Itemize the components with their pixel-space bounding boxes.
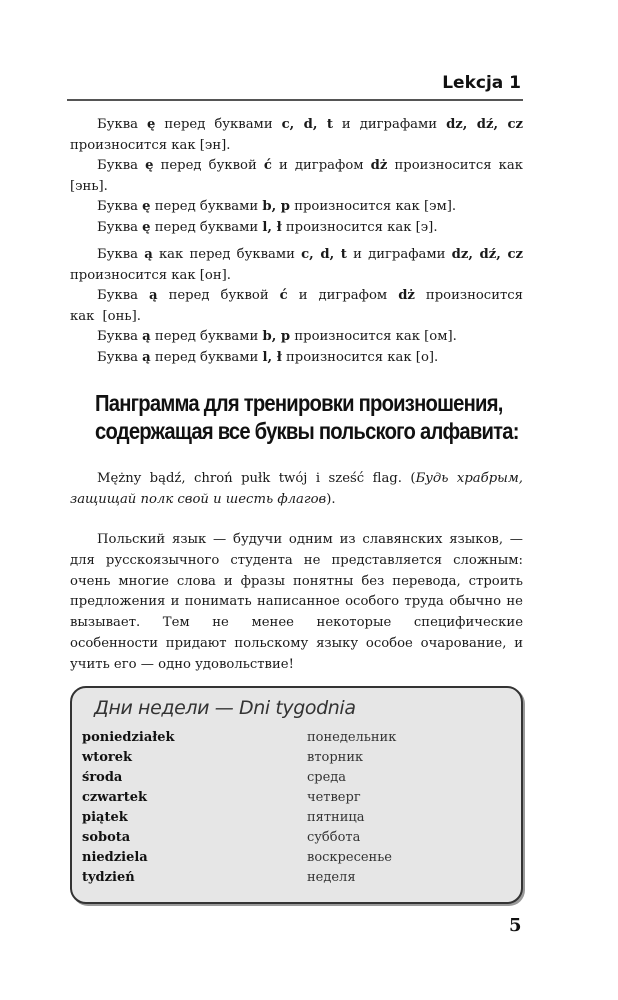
vocab-box — [70, 686, 523, 904]
running-head — [67, 72, 523, 101]
text-fragment: Буква — [97, 288, 149, 304]
rule-line — [70, 286, 523, 327]
vocab-row — [82, 730, 512, 750]
text-fragment: перед буквами — [150, 199, 263, 215]
rule-line — [70, 115, 523, 156]
russian-word: среда — [307, 770, 347, 785]
text-fragment: произносится как [эн]. — [70, 137, 231, 153]
text-fragment: произносится как [эм]. — [290, 199, 457, 215]
text-fragment: и диграфом — [287, 288, 399, 304]
vocab-row — [82, 790, 512, 810]
vocab-row — [82, 870, 512, 890]
section-heading: Панграмма для тренировки произношения, содержащая все буквы польского алфавита: — [95, 390, 519, 444]
text-fragment: произносится как [о]. — [281, 349, 439, 365]
russian-word: воскресенье — [307, 850, 392, 865]
text-fragment: произносится как [э]. — [281, 219, 438, 235]
vocab-row — [82, 750, 512, 770]
bold-letters: c, d, t — [281, 117, 333, 132]
vocab-row — [82, 810, 512, 830]
bold-letters: ą — [142, 349, 151, 365]
bold-letters: ć — [263, 158, 272, 174]
text-fragment: ( — [401, 471, 416, 486]
bold-letters: c, d, t — [301, 247, 347, 262]
bold-letters: ę — [145, 158, 154, 174]
rule-line — [70, 156, 523, 197]
page-number: 5 — [509, 915, 522, 936]
bold-letters: ą — [149, 288, 158, 304]
bold-letters: ą — [142, 329, 151, 345]
text-fragment: перед буквами — [150, 349, 263, 365]
text-fragment: произносится как [он]. — [70, 267, 231, 283]
vocab-row — [82, 770, 512, 790]
text-fragment: перед буквой — [153, 158, 264, 174]
vocab-row — [82, 830, 512, 850]
rule-line — [70, 327, 523, 348]
intro-paragraph — [70, 530, 523, 676]
polish-word: wtorek — [82, 750, 132, 765]
text-fragment: и диграфами — [346, 247, 452, 262]
text-fragment: Буква — [97, 247, 145, 262]
section-a-rules — [70, 245, 523, 369]
text-fragment: Буква — [97, 329, 143, 345]
russian-word: неделя — [307, 870, 356, 885]
rule-line — [70, 197, 523, 218]
bold-letters: ą — [144, 247, 153, 262]
text-fragment: произносится как [ом]. — [290, 329, 457, 345]
pangram-polish: Mężny bądź, chroń pułk twój i sześć flag. — [97, 471, 402, 486]
bold-letters: dż — [398, 288, 415, 304]
pangram-line — [70, 469, 523, 510]
polish-word: środa — [82, 770, 123, 785]
russian-word: суббота — [307, 830, 361, 845]
bold-letters: dz, dź, cz — [446, 117, 523, 132]
lesson-label: Lekcja 1 — [442, 73, 521, 93]
text-fragment: ). — [326, 491, 336, 507]
text-fragment: Буква — [97, 158, 146, 174]
text-fragment: перед буквами — [150, 329, 263, 345]
text-fragment: и диграфами — [332, 117, 447, 132]
text-fragment: перед буквами — [155, 117, 282, 132]
text-fragment: перед буквами — [150, 219, 263, 235]
text-fragment: Буква — [97, 349, 143, 365]
russian-word: понедельник — [307, 730, 397, 745]
vocab-box-title: Дни недели — Dni tygodnia — [94, 697, 356, 719]
text-fragment: Буква — [97, 219, 143, 235]
text-fragment: произносится как [энь]. — [70, 158, 523, 194]
text-fragment: Буква — [97, 117, 147, 132]
paragraph-text: Польский язык — будучи одним из славянских языков, — для русскоязычного студента не представляется сложным: очень многие слова и фразы понятны без перевода, строить предложения и понимать написанное особого труда обычно не вызывает. Тем не менее некоторые специфические особенности придают польскому языку особое очарование, и учить его — одно удовольствие! — [70, 532, 523, 672]
rule-line — [70, 218, 523, 239]
bold-letters: ę — [142, 219, 151, 235]
pangram — [70, 469, 523, 510]
rule-line — [70, 348, 523, 369]
bold-letters: l, ł — [262, 219, 282, 235]
bold-letters: b, p — [262, 329, 291, 345]
text-fragment: как перед буквами — [152, 247, 302, 262]
bold-letters: dz, dź, cz — [451, 247, 523, 262]
bold-letters: dż — [370, 158, 388, 174]
russian-word: пятница — [307, 810, 365, 825]
text-fragment: произносится как [онь]. — [70, 288, 523, 324]
bold-letters: ć — [279, 288, 288, 304]
polish-word: czwartek — [82, 790, 148, 805]
text-fragment: Буква — [97, 199, 143, 215]
bold-letters: b, p — [262, 199, 290, 215]
section-e-rules — [70, 115, 523, 239]
pangram-translation: Будь храбрым, защищай полк свой и шесть флагов — [70, 471, 524, 507]
polish-word: niedziela — [82, 850, 148, 865]
russian-word: вторник — [307, 750, 364, 765]
polish-word: piątek — [82, 810, 128, 825]
polish-word: poniedziałek — [82, 730, 175, 745]
vocab-row — [82, 850, 512, 870]
polish-word: tydzień — [82, 870, 135, 885]
bold-letters: ę — [146, 117, 156, 132]
bold-letters: ę — [142, 199, 151, 215]
text-fragment: перед буквой — [157, 288, 280, 304]
russian-word: четверг — [307, 790, 361, 805]
polish-word: sobota — [82, 830, 131, 845]
bold-letters: l, ł — [262, 349, 282, 365]
text-fragment: и диграфом — [271, 158, 371, 174]
rule-line — [70, 245, 523, 286]
